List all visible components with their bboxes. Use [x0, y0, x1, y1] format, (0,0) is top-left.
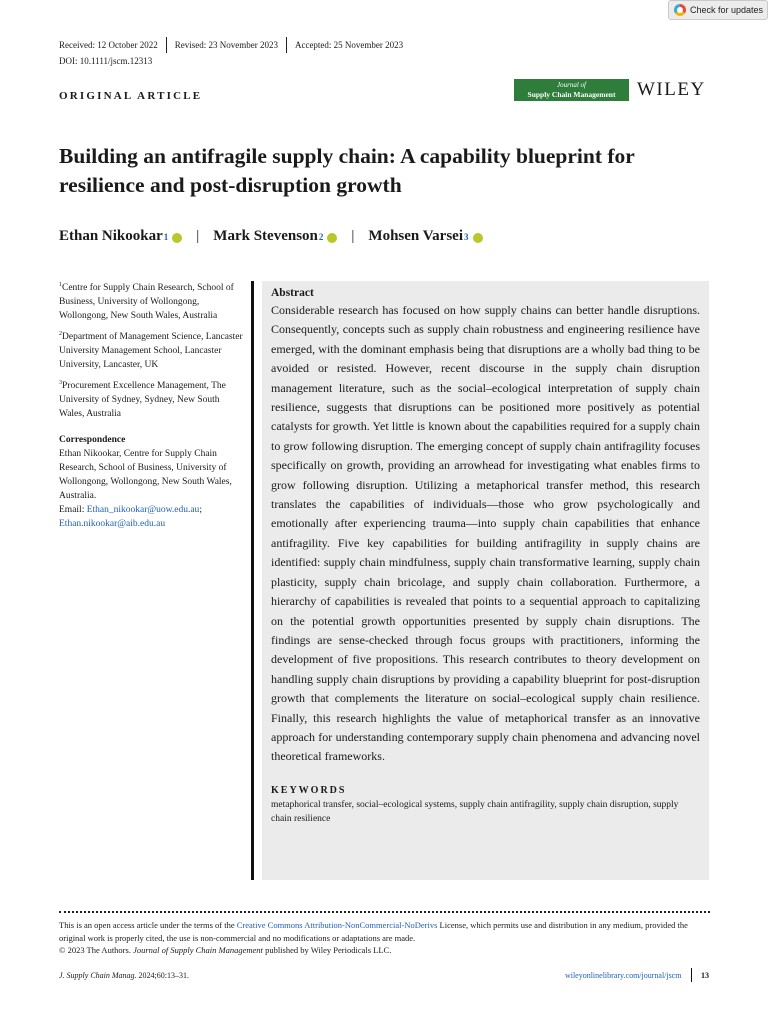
- publisher-logo[interactable]: WILEY: [637, 79, 706, 100]
- citation-rest: 2024;60:13–31.: [136, 971, 189, 980]
- date-divider: [166, 37, 167, 53]
- orcid-icon[interactable]: [473, 233, 483, 243]
- email-label: Email:: [59, 505, 85, 516]
- keywords-heading: KEYWORDS: [271, 784, 347, 796]
- author-affil-ref[interactable]: 2: [318, 231, 324, 242]
- author-separator: |: [196, 228, 200, 244]
- email-link-1[interactable]: Ethan_nikookar@uow.edu.au: [86, 505, 200, 516]
- footer-separator: [691, 968, 693, 982]
- journal-logo-line2: Supply Chain Management: [527, 90, 616, 99]
- email-link-2[interactable]: Ethan.nikookar@aib.edu.au: [59, 519, 166, 530]
- author-separator: |: [351, 228, 355, 244]
- affiliation-number: 3: [59, 380, 62, 387]
- affiliation-number: 2: [59, 331, 62, 338]
- author-affil-ref[interactable]: 1: [163, 231, 169, 242]
- abstract-text: Considerable research has focused on how supply chains can better handle disruptions. Consequently, concepts such as supply chain robustness and engineering resilience have emerged, with the dominant emphasis being that disruptions are a wholly bad thing to be avoided or resisted. However, recent discourse in the supply chain disruption management literature, such as the social–ecological interpretation of supply chain resilience, suggests that disruptions can be positioned more positively as potential catalysts for growth. Yet little is known about the capabilities required for a supply chain to grow following disruption. The emerging concept of supply chain antifragility focuses specifically on growth, providing an arrowhead for investigating what enables firms to grow following disruption. Utilizing a metaphorical transfer method, this research translates the capabilities of individuals—those who grow psychologically and emotionally after experiencing trauma—into supply chain capabilities that enhance antifragility. Five key capabilities for building antifragility in supply chains are identified: supply chain mindfulness, supply chain transformative learning, supply chain plasticity, supply chain bricolage, and supply chain collaboration. Furthermore, a hierarchy of capabilities is revealed that points to a sequential approach to capitalizing on the potential growth opportunities presented by supply chain disruptions. The findings are sense-checked through focus groups with practitioners, informing the development of five propositions. This research contributes to theory development on handling supply chain disruptions by providing a capability blueprint for post-disruption growth that complements the literature on social–ecological supply chain resilience. Finally, this research highlights the value of metaphorical transfer as an innovative approach for understanding contemporary supply chain phenomena and advancing novel theoretical frameworks.: [271, 303, 700, 764]
- copyright-journal: Journal of Supply Chain Management: [133, 945, 263, 955]
- license-link[interactable]: Creative Commons Attribution-NonCommercial-NoDerivs: [236, 920, 438, 930]
- accepted-date: Accepted: 25 November 2023: [294, 40, 404, 50]
- abstract-heading: Abstract: [271, 287, 314, 299]
- author-list: [59, 228, 483, 245]
- received-date: Received: 12 October 2022: [59, 40, 158, 50]
- footer-divider: [59, 911, 710, 914]
- citation: [59, 971, 189, 980]
- author-name[interactable]: Mark Stevenson: [213, 228, 318, 244]
- journal-url[interactable]: wileyonlinelibrary.com/journal/jscm: [564, 970, 682, 980]
- affiliation: [59, 376, 244, 421]
- author-name[interactable]: Mohsen Varsei: [368, 228, 463, 244]
- orcid-icon[interactable]: [327, 233, 337, 243]
- date-divider: [286, 37, 287, 53]
- correspondence-email: Email: Ethan_nikookar@uow.edu.au;: [59, 505, 202, 516]
- affiliation-text: Centre for Supply Chain Research, School of Business, University of Wollongong, Wollongong, New South Wales, Australia: [59, 283, 234, 322]
- license-text: [59, 919, 710, 944]
- journal-logo[interactable]: [514, 79, 629, 101]
- keywords-text: metaphorical transfer, social–ecological systems, supply chain antifragility, supply chain disruption, supply chain resilience: [271, 799, 679, 824]
- correspondence-heading: Correspondence: [59, 435, 126, 446]
- license-notice: [59, 919, 710, 957]
- affiliations-column: [59, 278, 244, 531]
- abstract-divider: [251, 281, 254, 880]
- author-name[interactable]: Ethan Nikookar: [59, 228, 163, 244]
- orcid-icon[interactable]: [172, 233, 182, 243]
- affiliation: [59, 327, 244, 372]
- revised-date: Revised: 23 November 2023: [174, 40, 278, 50]
- article-dates: [59, 37, 403, 53]
- doi[interactable]: DOI: 10.1111/jscm.12313: [59, 56, 153, 66]
- abstract-box: [262, 281, 709, 880]
- citation-journal: J. Supply Chain Manag.: [59, 971, 137, 980]
- affiliation-number: 1: [59, 282, 62, 288]
- footer-right: [565, 968, 709, 982]
- article-title: Building an antifragile supply chain: A capability blueprint for resilience and post-disruption growth: [59, 144, 635, 197]
- copyright: [59, 944, 710, 957]
- affiliation-text: Department of Management Science, Lancaster University Management School, Lancaster University, Lancaster, UK: [59, 332, 243, 371]
- author-affil-ref[interactable]: 3: [464, 231, 469, 242]
- journal-logo-line1: Journal of: [557, 81, 586, 89]
- correspondence-text: Ethan Nikookar, Centre for Supply Chain Research, School of Business, University of Wollongong, Wollongong, New South Wales, Australia.: [59, 449, 232, 502]
- check-updates-label: Check for updates: [690, 5, 764, 15]
- check-for-updates-button[interactable]: [668, 0, 768, 20]
- copyright-pre: © 2023 The Authors.: [59, 945, 134, 955]
- affiliation-text: Procurement Excellence Management, The University of Sydney, Sydney, New South Wales, Australia: [59, 381, 226, 420]
- article-type: ORIGINAL ARTICLE: [59, 90, 203, 102]
- license-pre: This is an open access article under the terms of the: [59, 920, 237, 930]
- affiliation: [59, 278, 244, 323]
- crossmark-icon: [674, 4, 686, 16]
- page-number: 13: [701, 970, 709, 980]
- copyright-post: published by Wiley Periodicals LLC.: [262, 945, 392, 955]
- license-post: License, which permits use and distribution in any medium, provided the original work is properly cited, the use is non-commercial and no modifications or adaptations are made.: [59, 920, 688, 943]
